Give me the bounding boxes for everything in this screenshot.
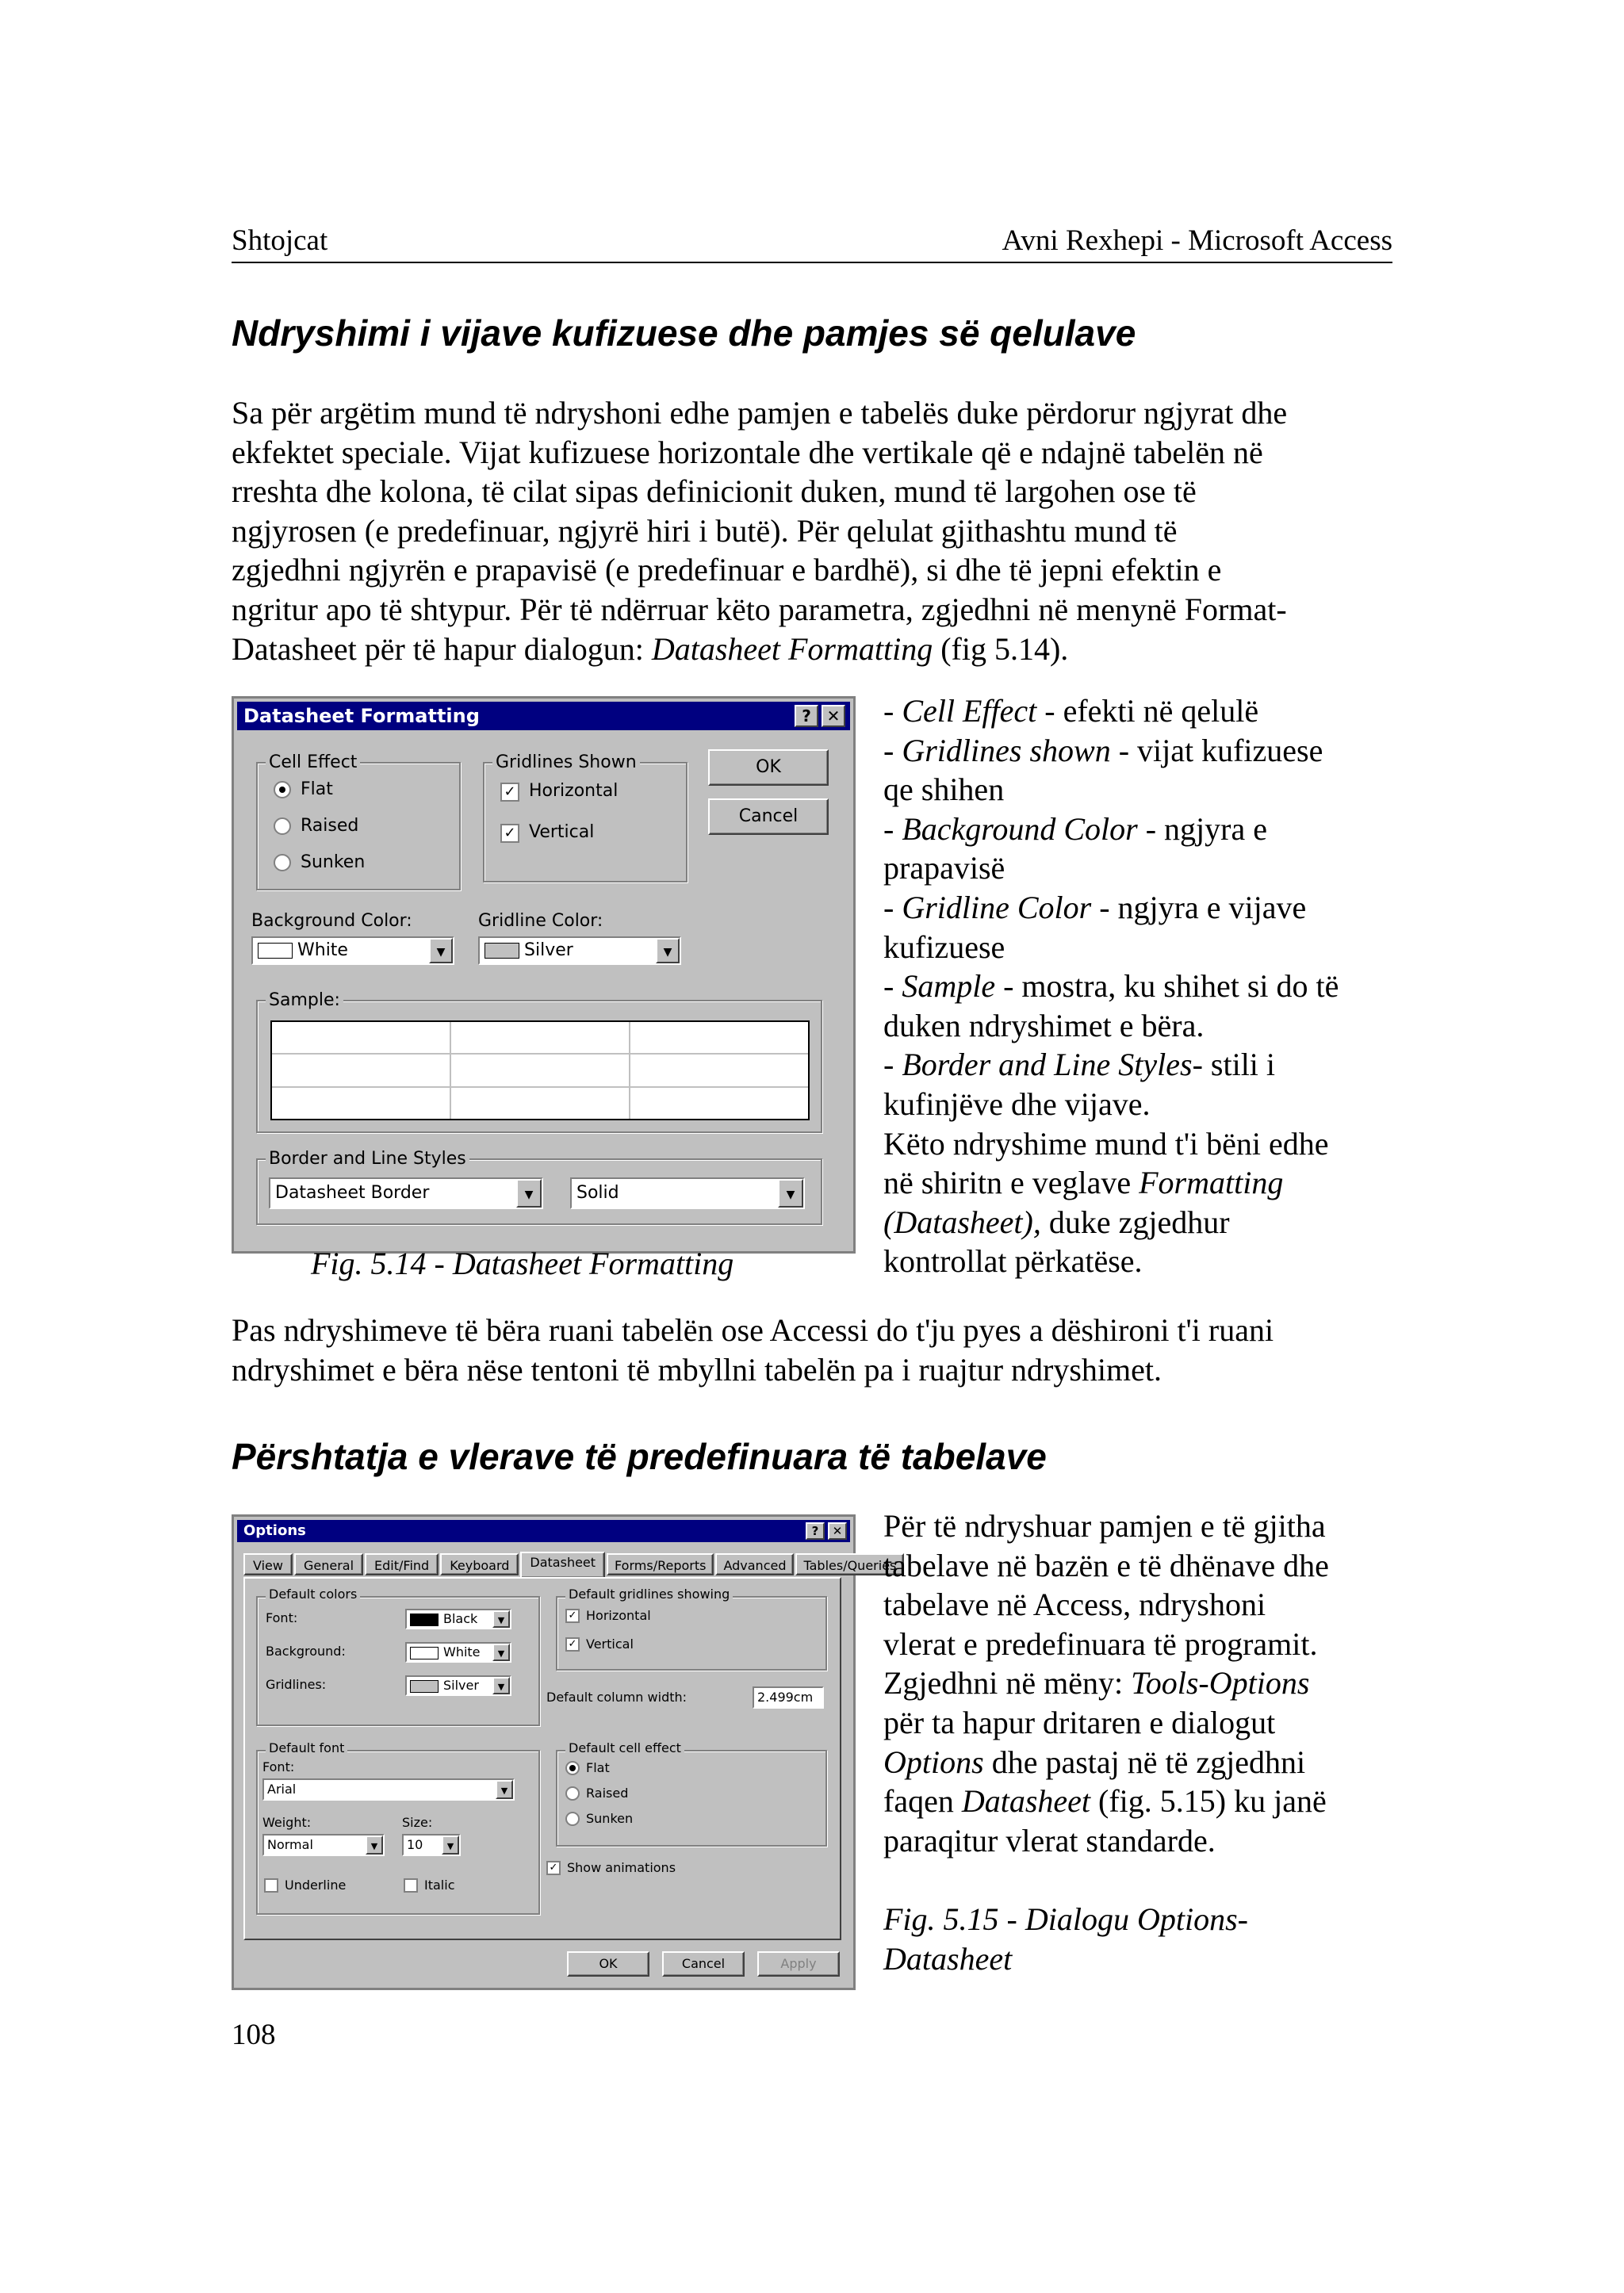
white-swatch (258, 943, 293, 959)
vertical-checkbox-label: Vertical (529, 822, 595, 842)
intro-line: Sa për argëtim mund të ndryshoni edhe pamjen e tabelës duke përdorur ngjyrat dhe (232, 395, 1288, 431)
chevron-down-icon[interactable]: ▼ (442, 1836, 459, 1855)
chevron-down-icon[interactable]: ▼ (429, 938, 453, 963)
underline-checkbox[interactable] (264, 1878, 278, 1893)
gridlines-color-label: Gridlines: (266, 1677, 327, 1692)
size-label: Size: (402, 1815, 433, 1830)
options-dialog (232, 1514, 897, 1990)
side-line: duken ndryshimet e bëra. (883, 1007, 1205, 1043)
ok-button[interactable]: OK (567, 1951, 649, 1977)
column-width-label: Default column width: (546, 1690, 688, 1705)
datasheet-formatting-dialog (232, 696, 856, 1254)
background-color-label: Background Color: (251, 911, 412, 931)
apply-button[interactable]: Apply (757, 1951, 840, 1977)
background-color-text: White (297, 940, 348, 960)
intro-line-text: Datasheet për të hapur dialogun: (232, 630, 652, 667)
italic-checkbox-label: Italic (424, 1878, 455, 1893)
default-cell-effect-label: Default cell effect (565, 1740, 684, 1755)
font-color-text: Black (443, 1611, 478, 1626)
font-color-label: Font: (266, 1610, 298, 1625)
chevron-down-icon[interactable]: ▼ (492, 1677, 510, 1694)
chevron-down-icon[interactable]: ▼ (492, 1610, 510, 1628)
raised-radio-label: Raised (586, 1786, 629, 1801)
column-width-value: 2.499cm (757, 1690, 814, 1705)
flat-radio-label: Flat (586, 1760, 610, 1775)
ok-button[interactable]: OK (708, 749, 829, 786)
border-style-value: Datasheet Border (275, 1183, 430, 1203)
gridlines-color-text: Silver (443, 1678, 479, 1693)
chevron-down-icon[interactable]: ▼ (366, 1836, 383, 1855)
sample-grid (270, 1020, 810, 1120)
underline-checkbox-label: Underline (285, 1878, 347, 1893)
header-section-name: Shtojcat (232, 224, 328, 257)
vertical-checkbox-label: Vertical (586, 1636, 634, 1652)
dialog-title: Options (243, 1522, 306, 1539)
line-style-select[interactable] (570, 1177, 805, 1209)
side-line: në shiritn e veglave Formatting (883, 1165, 1284, 1201)
line-style-value: Solid (576, 1183, 619, 1203)
sample-group (256, 990, 822, 1133)
figure-5-14-caption: Fig. 5.14 - Datasheet Formatting (311, 1246, 734, 1281)
section2-title: Përshtatja e vlerave të predefinuara të tabelave (232, 1436, 1047, 1477)
sunken-radio-label: Sunken (301, 852, 366, 872)
intro-line: zgjedhni ngjyrën e prapavisë (e predefinuar e bardhë), si dhe të jepni efektin e (232, 552, 1222, 588)
running-header (232, 222, 1392, 263)
gridlines-color-select[interactable] (405, 1675, 511, 1696)
side-line: paraqitur vlerat standarde. (883, 1822, 1216, 1859)
side-line: për ta hapur dritaren e dialogut (883, 1704, 1276, 1740)
section1-side-text (883, 691, 1399, 1281)
side-line: prapavisë (883, 850, 1005, 886)
font-color-select[interactable] (405, 1609, 511, 1629)
horizontal-checkbox-label: Horizontal (529, 781, 619, 801)
flat-radio[interactable] (274, 781, 291, 798)
page-number: 108 (232, 2019, 276, 2051)
side-line: tabelave në bazën e të dhënave dhe (883, 1547, 1329, 1583)
help-button[interactable]: ? (806, 1522, 825, 1540)
side-line: tabelave në Access, ndryshoni (883, 1587, 1266, 1623)
sample-label: Sample: (266, 990, 343, 1010)
cancel-button[interactable]: Cancel (662, 1951, 745, 1977)
font-select[interactable] (262, 1778, 515, 1801)
gridline-color-select[interactable] (478, 936, 681, 965)
background-color-select[interactable] (251, 936, 454, 965)
chevron-down-icon[interactable]: ▼ (656, 938, 680, 963)
raised-radio-label: Raised (301, 816, 359, 836)
tab-datasheet[interactable]: Datasheet (520, 1552, 605, 1577)
silver-swatch (485, 943, 519, 959)
side-line: - Gridlines shown - vijat kufizuese (883, 732, 1323, 768)
border-line-styles-group (256, 1149, 822, 1225)
intro-line-text: (fig 5.14). (933, 630, 1069, 667)
weight-label: Weight: (262, 1815, 312, 1830)
figure-5-15-caption (883, 1900, 1399, 1978)
cell-effect-label: Cell Effect (266, 752, 360, 772)
size-value: 10 (407, 1837, 423, 1852)
side-line: kufinjëve dhe vijave. (883, 1085, 1151, 1122)
section1-title: Ndryshimi i vijave kufizuese dhe pamjes së qelulave (232, 312, 1136, 354)
side-line: (Datasheet), duke zgjedhur (883, 1204, 1230, 1240)
dialog-titlebar (237, 702, 850, 730)
tab-general[interactable]: General (294, 1553, 363, 1575)
chevron-down-icon[interactable]: ▼ (496, 1780, 513, 1799)
show-animations-checkbox[interactable]: ✓ (546, 1861, 561, 1875)
border-style-select[interactable] (269, 1177, 543, 1209)
tab-strip (243, 1553, 904, 1577)
sample-grid-border (271, 1021, 809, 1120)
side-line: - Border and Line Styles- stili i (883, 1047, 1276, 1083)
intro-line: ekfektet speciale. Vijat kufizuese horizontale dhe vertikale që e ndajnë tabelën në (232, 434, 1263, 470)
side-line: - Gridline Color - ngjyra e vijave (883, 889, 1307, 925)
side-line: vlerat e predefinuara të programit. (883, 1625, 1318, 1662)
flat-radio-label: Flat (301, 779, 333, 799)
dialog-title: Datasheet Formatting (243, 705, 480, 727)
tab-forms-reports[interactable]: Forms/Reports (607, 1553, 714, 1575)
intro-line: rreshta dhe kolona, të cilat sipas definicionit duken, mund të largohen ose të (232, 473, 1197, 510)
horizontal-checkbox-label: Horizontal (586, 1608, 651, 1623)
sunken-radio[interactable] (565, 1812, 580, 1826)
gridline-color-text: Silver (524, 940, 573, 960)
background-color-text: White (443, 1644, 481, 1659)
background-color-value (258, 938, 348, 963)
background-color-select[interactable] (405, 1642, 511, 1663)
section1-after-text (232, 1311, 1421, 1389)
close-button[interactable]: ✕ (828, 1522, 847, 1540)
side-line: faqen Datasheet (fig. 5.15) ku janë (883, 1783, 1327, 1820)
cancel-button[interactable]: Cancel (708, 798, 829, 835)
side-line: - Cell Effect - efekti në qelulë (883, 693, 1259, 729)
horizontal-checkbox[interactable]: ✓ (500, 783, 519, 802)
font-value: Arial (267, 1782, 297, 1797)
tab-view[interactable]: View (243, 1553, 293, 1575)
sunken-radio-label: Sunken (586, 1811, 634, 1826)
tab-edit-find[interactable]: Edit/Find (365, 1553, 439, 1575)
column-width-input[interactable] (753, 1686, 824, 1709)
flat-radio[interactable] (565, 1761, 580, 1775)
dialog-titlebar (237, 1520, 850, 1542)
chevron-down-icon[interactable]: ▼ (492, 1644, 510, 1661)
font-label: Font: (262, 1759, 295, 1774)
gridlines-color-value (410, 1677, 479, 1694)
intro-line: ngritur apo të shtypur. Për të ndërruar këto parametra, zgjedhni në menynë Format- (232, 591, 1287, 627)
raised-radio[interactable] (565, 1786, 580, 1801)
horizontal-checkbox[interactable]: ✓ (565, 1609, 580, 1623)
tab-advanced[interactable]: Advanced (715, 1553, 794, 1575)
border-line-styles-label: Border and Line Styles (266, 1149, 469, 1169)
after-line: Pas ndryshimeve të bëra ruani tabelën ose Accessi do t'ju pyes a dëshironi t'i ruani (232, 1312, 1274, 1348)
help-button[interactable]: ? (795, 705, 818, 727)
gridline-color-label: Gridline Color: (478, 911, 603, 931)
background-color-value (410, 1644, 481, 1661)
sunken-radio[interactable] (274, 854, 291, 871)
background-color-label: Background: (266, 1644, 346, 1659)
show-animations-label: Show animations (567, 1860, 676, 1875)
default-font-group (256, 1740, 540, 1915)
section2-side-text (883, 1506, 1399, 1860)
weight-value: Normal (267, 1837, 313, 1852)
section1-intro (232, 393, 1421, 668)
tab-tables-queries[interactable]: Tables/Queries (795, 1553, 904, 1575)
size-select[interactable] (402, 1834, 461, 1856)
cell-effect-group (256, 752, 461, 890)
side-line: qe shihen (883, 771, 1005, 808)
silver-swatch (410, 1680, 439, 1693)
side-line: - Sample - mostra, ku shihet si do të (883, 968, 1339, 1005)
weight-select[interactable] (262, 1834, 385, 1856)
after-line: ndryshimet e bëra nëse tentoni të mbyllni tabelën pa i ruajtur ndryshimet. (232, 1351, 1162, 1388)
tab-panel-datasheet (243, 1577, 841, 1940)
close-button[interactable]: ✕ (822, 705, 845, 727)
default-font-label: Default font (266, 1740, 347, 1755)
side-line: Zgjedhni në mëny: Tools-Options (883, 1665, 1310, 1702)
header-author-title: Avni Rexhepi - Microsoft Access (1002, 224, 1392, 257)
default-colors-group (256, 1587, 540, 1726)
font-color-value (410, 1610, 477, 1628)
intro-line: ngjyrosen (e predefinuar, ngjyrë hiri i butë). Për qelulat gjithashtu mund të (232, 512, 1178, 549)
default-gridlines-label: Default gridlines showing (565, 1587, 733, 1602)
white-swatch (410, 1647, 439, 1659)
side-line: Options dhe pastaj në të zgjedhni (883, 1744, 1306, 1780)
side-line: Këto ndryshime mund t'i bëni edhe (883, 1125, 1329, 1162)
italic-checkbox[interactable] (404, 1878, 418, 1893)
gridlines-shown-label: Gridlines Shown (492, 752, 640, 772)
default-gridlines-group (556, 1587, 827, 1671)
intro-line (232, 630, 1421, 669)
caption-line: Fig. 5.15 - Dialogu Options- (883, 1901, 1248, 1937)
raised-radio[interactable] (274, 817, 291, 835)
vertical-checkbox[interactable]: ✓ (565, 1637, 580, 1652)
gridline-color-value (485, 938, 573, 963)
intro-line-italic: Datasheet Formatting (651, 630, 933, 667)
side-line: Për të ndryshuar pamjen e të gjitha (883, 1508, 1326, 1544)
default-cell-effect-group (556, 1740, 827, 1847)
chevron-down-icon[interactable]: ▼ (516, 1179, 542, 1208)
side-line: - Background Color - ngjyra e (883, 810, 1267, 847)
vertical-checkbox[interactable]: ✓ (500, 824, 519, 843)
default-colors-label: Default colors (266, 1587, 360, 1602)
chevron-down-icon[interactable]: ▼ (778, 1179, 803, 1208)
gridlines-shown-group (483, 752, 688, 882)
tab-keyboard[interactable]: Keyboard (440, 1553, 519, 1575)
black-swatch (410, 1614, 439, 1626)
side-line: kontrollat përkatëse. (883, 1243, 1143, 1280)
caption-line: Datasheet (883, 1940, 1013, 1977)
side-line: kufizuese (883, 928, 1005, 965)
